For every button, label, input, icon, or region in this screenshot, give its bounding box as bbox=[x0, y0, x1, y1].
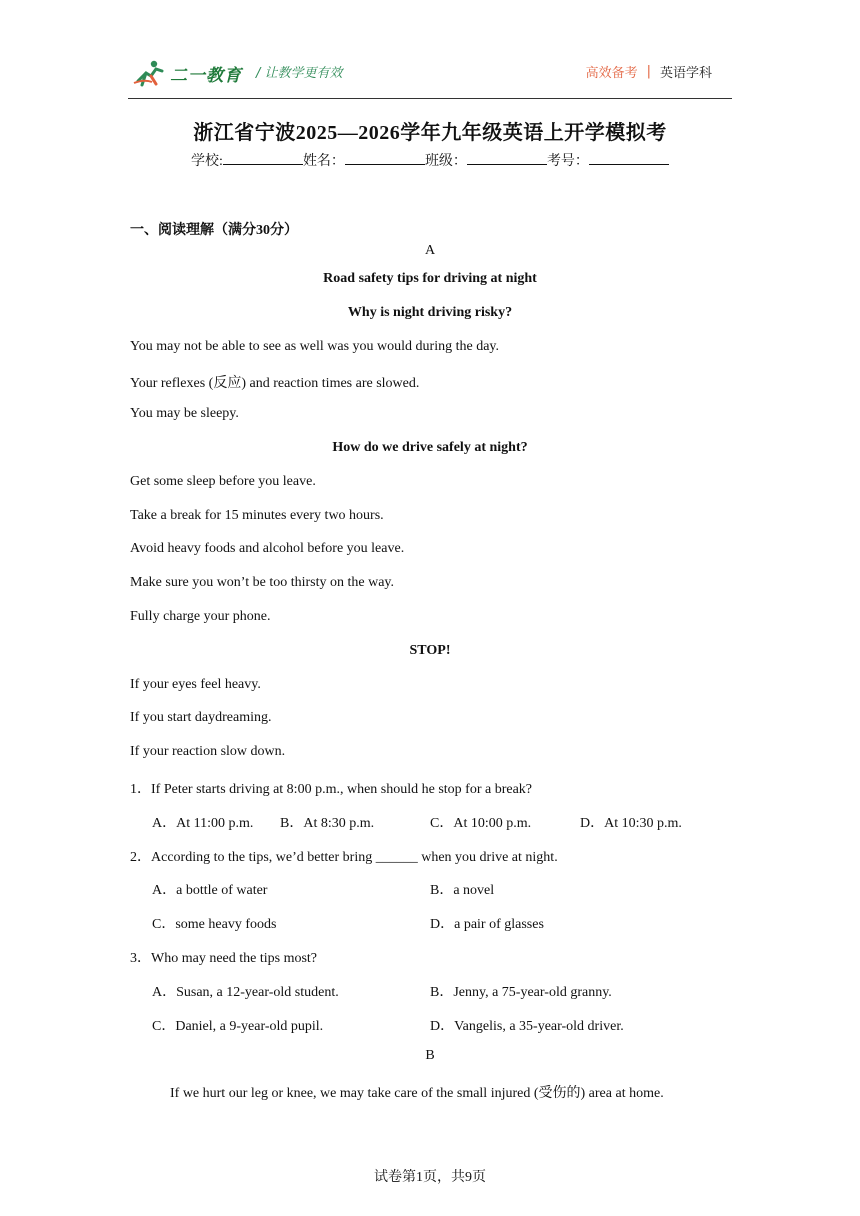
header-badge: 高效备考 bbox=[585, 66, 638, 81]
risk-line: You may not be able to see as well was you would during the day. bbox=[130, 339, 499, 354]
question-stem-2: 2．According to the tips, we’d better bring ______ when you drive at night. bbox=[130, 850, 558, 865]
header-subject: 英语学科 bbox=[659, 66, 712, 81]
stop-line: If your eyes feel heavy. bbox=[130, 677, 261, 692]
tip-line: Avoid heavy foods and alcohol before you leave. bbox=[130, 541, 405, 556]
header-separator: | bbox=[646, 64, 651, 79]
stop-line: If you start daydreaming. bbox=[130, 710, 272, 725]
name-label: 姓名： bbox=[302, 154, 345, 169]
section-heading: 一、阅读理解（满分30分） bbox=[130, 223, 298, 238]
name-blank[interactable] bbox=[345, 152, 425, 165]
tip-line: Make sure you won’t be too thirsty on the way. bbox=[130, 575, 395, 590]
school-label: 学校: bbox=[191, 154, 223, 169]
passage-title: Road safety tips for driving at night bbox=[323, 271, 537, 286]
passage-label-b: B bbox=[425, 1048, 435, 1063]
school-blank[interactable] bbox=[223, 152, 303, 165]
option-c[interactable]: C．some heavy foods bbox=[152, 917, 277, 932]
option-b[interactable]: B．a novel bbox=[430, 883, 495, 898]
student-info bbox=[0, 150, 860, 170]
subheading-safely: How do we drive safely at night? bbox=[332, 440, 528, 455]
option-a[interactable]: A．Susan, a 12-year-old student. bbox=[152, 985, 339, 1000]
option-d[interactable]: D．Vangelis, a 35-year-old driver. bbox=[430, 1019, 624, 1034]
subheading-stop: STOP! bbox=[409, 643, 451, 658]
tip-line: Take a break for 15 minutes every two hours. bbox=[130, 508, 384, 523]
question-stem-1: 1．If Peter starts driving at 8:00 p.m., when should he stop for a break? bbox=[130, 782, 533, 797]
passage-label-a: A bbox=[424, 243, 436, 258]
class-blank[interactable] bbox=[467, 152, 547, 165]
brand-logo bbox=[132, 58, 242, 88]
risk-line: You may be sleepy. bbox=[130, 406, 239, 421]
exam-title: 浙江省宁波2025—2026学年九年级英语上开学模拟考 bbox=[193, 122, 667, 144]
logo-text: 二一教育 bbox=[170, 65, 242, 86]
question-stem-3: 3．Who may need the tips most? bbox=[130, 951, 318, 966]
class-label: 班级： bbox=[424, 154, 467, 169]
runner-logo-icon bbox=[132, 59, 168, 87]
number-blank[interactable] bbox=[589, 152, 669, 165]
option-a[interactable]: A．At 11:00 p.m. bbox=[152, 816, 254, 831]
page-footer: 试卷第1页，共9页 bbox=[374, 1170, 486, 1185]
option-b[interactable]: B．At 8:30 p.m. bbox=[280, 816, 375, 831]
option-b[interactable]: B．Jenny, a 75-year-old granny. bbox=[430, 985, 612, 1000]
tip-line: Get some sleep before you leave. bbox=[130, 474, 316, 489]
option-d[interactable]: D．a pair of glasses bbox=[430, 917, 544, 932]
option-c[interactable]: C．At 10:00 p.m. bbox=[430, 816, 532, 831]
tip-line: Fully charge your phone. bbox=[130, 609, 271, 624]
page-header bbox=[128, 56, 732, 99]
option-c[interactable]: C．Daniel, a 9-year-old pupil. bbox=[152, 1019, 324, 1034]
risk-line: Your reflexes (反应) and reaction times are slowed. bbox=[130, 376, 420, 391]
option-a[interactable]: A．a bottle of water bbox=[152, 883, 268, 898]
header-right bbox=[586, 62, 712, 81]
stop-line: If your reaction slow down. bbox=[130, 744, 286, 759]
number-label: 考号： bbox=[546, 154, 589, 169]
option-d[interactable]: D．At 10:30 p.m. bbox=[580, 816, 682, 831]
header-slogan: / 让教学更有效 bbox=[256, 66, 343, 81]
subheading-risky: Why is night driving risky? bbox=[347, 305, 513, 320]
passage-b-text: If we hurt our leg or knee, we may take care of the small injured (受伤的) area at home. bbox=[170, 1086, 664, 1101]
